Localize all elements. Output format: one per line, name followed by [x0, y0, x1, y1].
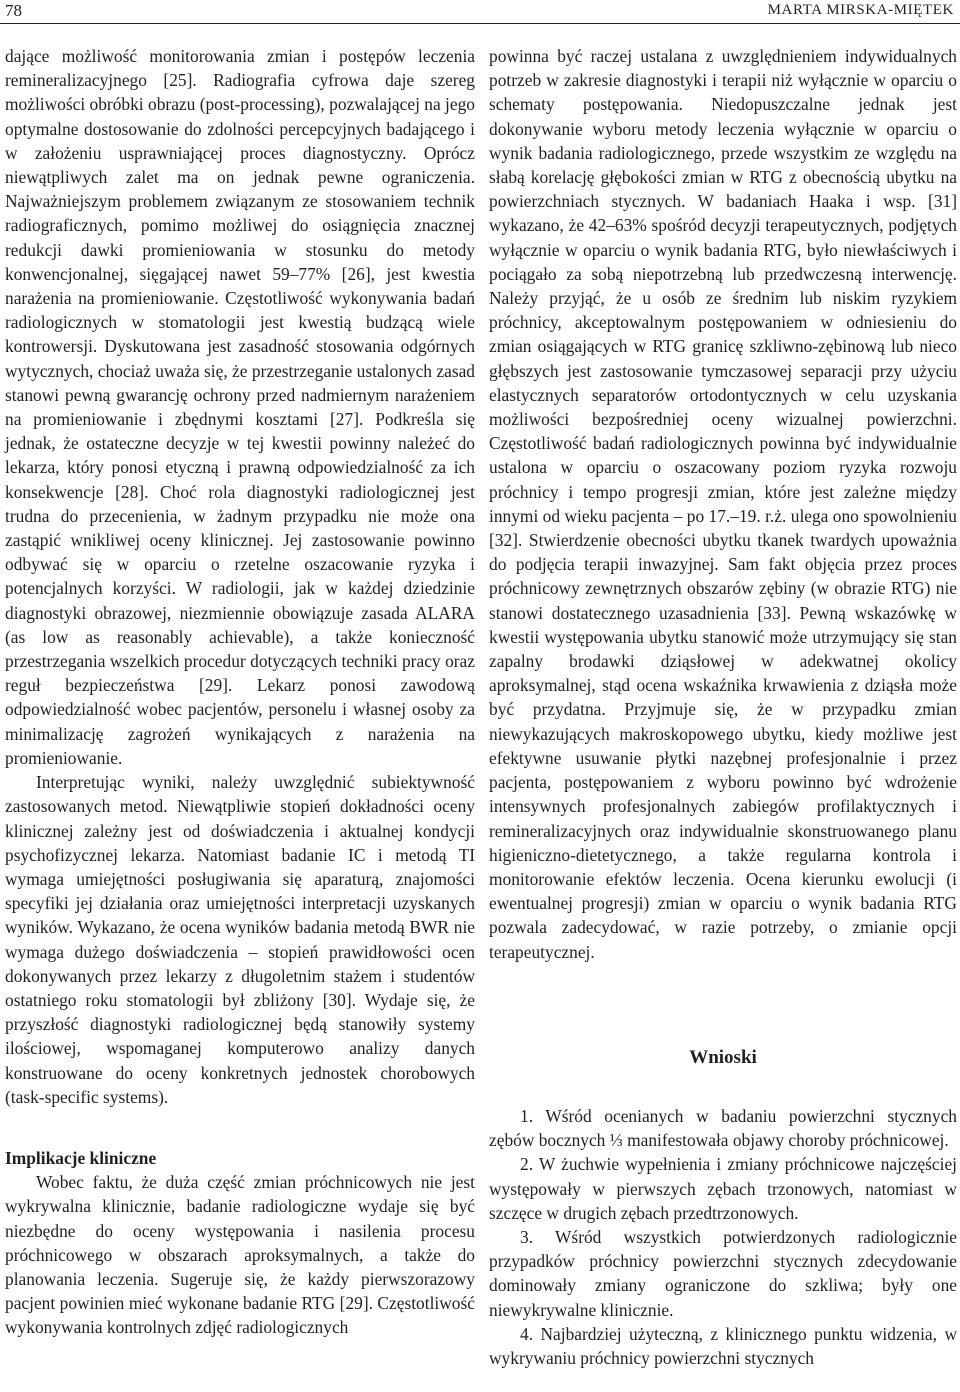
page-header — [0, 0, 960, 30]
right-column — [489, 44, 957, 1370]
conclusion-item: 1. Wśród ocenianych w badaniu powierzchni stycznych zębów bocznych ⅓ manifestowała objawy choroby próchnicowej. — [489, 1105, 957, 1151]
conclusion-item: 4. Najbardziej użyteczną, z klinicznego punktu widzenia, w wykrywaniu próchnicy powierzchni stycznych — [489, 1323, 957, 1368]
conclusions-list — [489, 1104, 957, 1370]
body-paragraph: powinna być raczej ustalana z uwzględnieniem indywidualnych potrzeb w zakresie diagnostyki i terapii niż wyłącznie w oparciu o schematy postępowania. Niedopuszczalne jednak jest dokonywanie wyboru metody leczenia wyłącznie w oparciu o wynik badania radiologicznego, przede wszystkim ze względu na słabą korelację głębokości zmian w RTG z obecnością ubytku na powierzchniach stycznych. W badaniach Haaka i wsp. [31] wykazano, że 42–63% spośród decyzji terapeutycznych, podjętych wyłącznie w oparciu o wynik badania RTG, było niewłaściwych i pociągało za sobą niepotrzebną lub przedwczesną interwencję. Należy przyjąć, że u osób ze średnim lub niskim ryzykiem próchnicy, akceptowalnym postępowaniem w odniesieniu do zmian osiągających w RTG granicę szkliwno-zębinową lub nieco głębszych jest zastosowanie tymczasowej separacji przy użyciu elastycznych separatorów ortodontycznych w celu uzyskania możliwości bezpośredniej oceny wizualnej powierzchni. Częstotliwość badań radiologicznych powinna być indywidualnie ustalona w oparciu o oszacowany poziom ryzyka rozwoju próchnicy i tempo progresji zmian, które jest zależne między innymi od wieku pacjenta – po 17.–19. r.ż. ulega ono spowolnieniu [32]. Stwierdzenie obecności ubytku tkanek twardych upoważnia do podjęcia terapii inwazyjnej. Sam fakt objęcia przez proces próchnicowy zewnętrznych obszarów zębiny (w obrazie RTG) nie stanowi dostatecznego uzasadnienia [33]. Pewną wskazówkę w kwestii występowania ubytku stanowić może utrzymujący się stan zapalny brodawki dziąsłowej w adekwatnej okolicy aproksymalnej, stąd ocena wskaźnika krwawienia z dziąsła może być przydatna. Przyjmuje się, że w przypadku zmian niewykazujących makroskopowego ubytku, kiedy możliwe jest efektywne usuwanie płytki nazębnej profesjonalnie i przez pacjenta, postępowaniem z wyboru powinno być wdrożenie intensywnych profesjonalnych zabiegów profilaktycznych i remineralizacyjnych oraz indywidualnie skonstruowanego planu higieniczno-dietetycznego, a także regularna kontrola i monitorowanie efektów leczenia. Ocena kierunku ewolucji (i ewentualnej progresji) zmian w oparciu o wynik badania RTG pozwala zadecydować, w razie potrzeby, o zmianie opcji terapeutycznej. — [489, 46, 957, 962]
header-rule — [0, 23, 960, 24]
left-column — [5, 44, 475, 1340]
subheading-clinical-implications: Implikacje kliniczne — [5, 1147, 157, 1168]
body-paragraph: dające możliwość monitorowania zmian i postępów leczenia remineralizacyjnego [25]. Radiografia cyfrowa daje szereg możliwości obróbki obrazu (post-processing), pozwalającej na jego optymalne dostosowanie do zdolności percepcyjnych badającego i w założeniu usprawniającej proces diagnostyczny. Oprócz niewątpliwych zalet ma on jednak pewne ograniczenia. Najważniejszym problemem związanym ze stosowaniem technik radiograficznych, pomimo możliwej do osiągnięcia znacznej redukcji dawki promieniowania w stosunku do metody konwencjonalnej, sięgającej nawet 59–77% [26], jest kwestia narażenia na promieniowanie. Częstotliwość wykonywania badań radiologicznych w stomatologii jest kwestią budzącą wiele kontrowersji. Dyskutowana jest zasadność stosowania odgórnych wytycznych, chociaż uważa się, że przestrzeganie ustalonych zasad stanowi pewną gwarancję ochrony przed nadmiernym narażeniem na promieniowanie i zbędnymi kosztami [27]. Podkreśla się jednak, że ostateczne decyzje w tej kwestii powinny należeć do lekarza, który ponosi etyczną i prawną odpowiedzialność za ich konsekwencje [28]. Choć rola diagnostyki radiologicznej jest trudna do przecenienia, w żadnym przypadku nie może ona zastąpić wnikliwej oceny klinicznej. Jej zastosowanie powinno odbywać się w oparciu o rzetelne oszacowanie ryzyka i potencjalnych korzyści. W radiologii, jak w każdej dziedzinie diagnostyki obrazowej, niezmiennie obowiązuje zasada ALARA (as low as reasonably achievable), a także konieczność przestrzegania wszelkich procedur dotyczących techniki pracy oraz reguł bezpieczeństwa [29]. Lekarz ponosi zawodową odpowiedzialność wobec pacjentów, personelu i własnej osoby za minimalizację zagrożeń wynikających z narażenia na promieniowanie. — [5, 46, 475, 768]
page-number: 78 — [5, 1, 22, 20]
running-head-author: MARTA MIRSKA-MIĘTEK — [767, 2, 954, 18]
section-heading-conclusions: Wnioski — [689, 1046, 757, 1068]
conclusion-item: 2. W żuchwie wypełnienia i zmiany próchnicowe najczęściej występowały w pierwszych zębach trzonowych, natomiast w szczęce w drugich zębach przedtrzonowych. — [489, 1154, 957, 1223]
body-paragraph: Wobec faktu, że duża część zmian próchnicowych nie jest wykrywalna klinicznie, badanie radiologiczne wydaje się być niezbędne do oceny występowania i nasilenia procesu próchnicowego w obszarach aproksymalnych, a także do planowania leczenia. Sugeruje się, że każdy pierwszorazowy pacjent powinien mieć wykonane badanie RTG [29]. Częstotliwość wykonywania kontrolnych zdjęć radiologicznych — [5, 1172, 475, 1338]
body-paragraph: Interpretując wyniki, należy uwzględnić subiektywność zastosowanych metod. Niewątpliwie stopień dokładności oceny klinicznej zależny jest od doświadczenia i aktualnej kondycji psychofizycznej lekarza. Natomiast badanie IC i metodą TI wymaga umiejętności posługiwania się aparaturą, znajomości specyfiki jej działania oraz umiejętności interpretacji uzyskanych wyników. Wykazano, że ocena wyników badania metodą BWR nie wymaga dużego doświadczenia – stopień prawidłowości ocen dokonywanych przez lekarzy z długoletnim stażem i studentów ostatniego roku stomatologii był zbliżony [30]. Wydaje się, że przyszłość diagnostyki radiologicznej będą stanowiły systemy ilościowej, wspomaganej komputerowo analizy danych konstruowane do oceny konkretnych jednostek chorobowych (task-specific systems). — [5, 772, 475, 1107]
conclusion-item: 3. Wśród wszystkich potwierdzonych radiologicznie przypadków próchnicy powierzchni stycznych zdecydowanie dominowały zmiany ograniczone do szkliwa; były one niewykrywalne klinicznie. — [489, 1226, 957, 1320]
